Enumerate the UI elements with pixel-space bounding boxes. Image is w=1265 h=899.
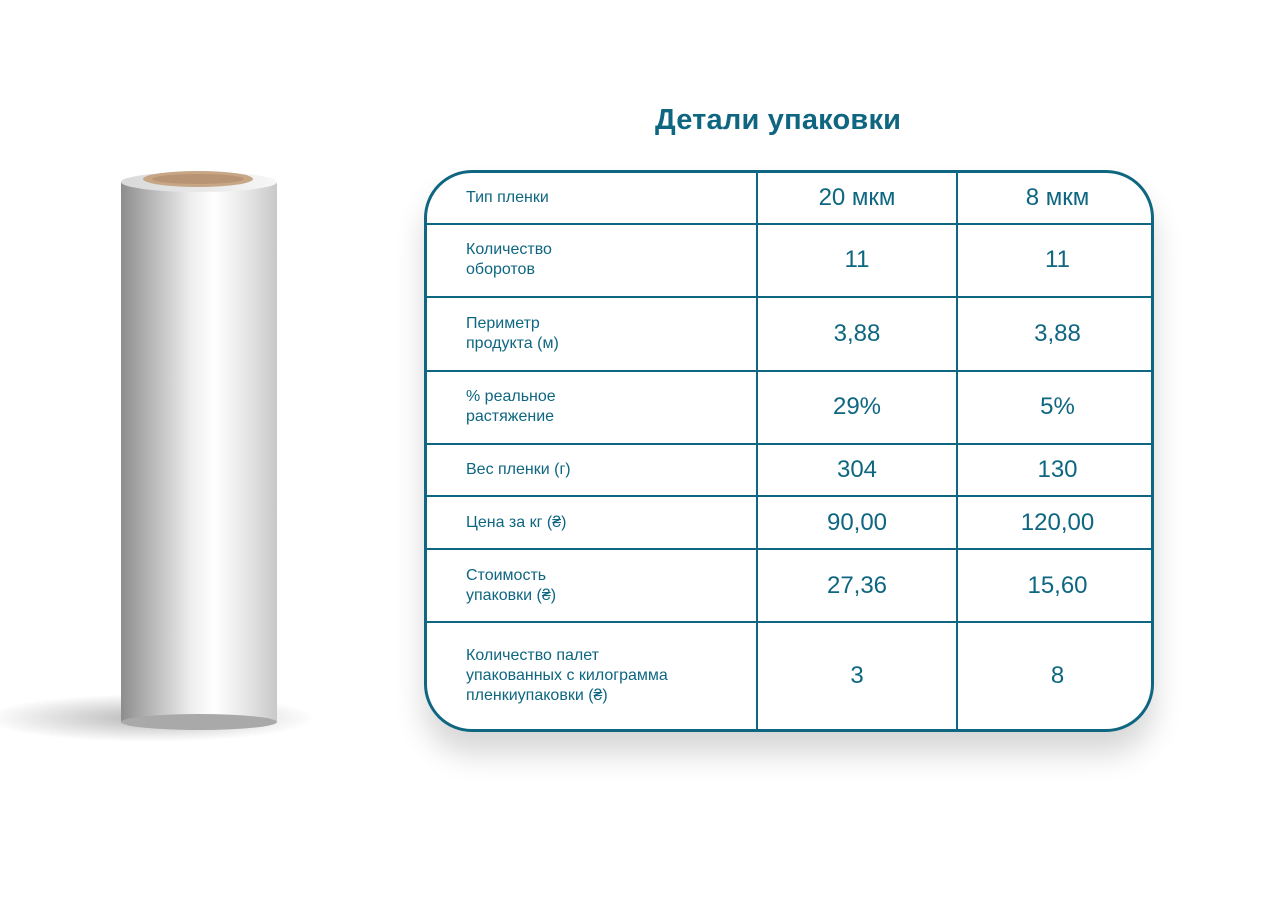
- value-cell: 8: [957, 622, 1154, 729]
- table-row: [427, 496, 1154, 548]
- value-cell: 3,88: [757, 297, 957, 370]
- row-label: Периметр продукта (м): [427, 297, 757, 370]
- row-label: Количество палет упакованных с килограмма пленкиупаковки (₴): [427, 622, 757, 729]
- row-label: % реальное растяжение: [427, 371, 757, 444]
- value-cell: 304: [757, 444, 957, 496]
- table-row: [427, 297, 1154, 370]
- packaging-details-table: [424, 170, 1154, 732]
- value-cell: 5%: [957, 371, 1154, 444]
- row-label: Количество оборотов: [427, 224, 757, 297]
- table-row: [427, 444, 1154, 496]
- table-row: [427, 224, 1154, 297]
- value-cell: 15,60: [957, 549, 1154, 622]
- page-title: Детали упаковки: [655, 104, 902, 136]
- table-row: [427, 173, 1154, 224]
- value-cell: 11: [757, 224, 957, 297]
- value-cell: 20 мкм: [757, 173, 957, 224]
- table-row: [427, 371, 1154, 444]
- row-label: Вес пленки (г): [427, 444, 757, 496]
- value-cell: 90,00: [757, 496, 957, 548]
- value-cell: 3,88: [957, 297, 1154, 370]
- value-cell: 3: [757, 622, 957, 729]
- table-row: [427, 622, 1154, 729]
- value-cell: 130: [957, 444, 1154, 496]
- row-label: Цена за кг (₴): [427, 496, 757, 548]
- row-label: Стоимость упаковки (₴): [427, 549, 757, 622]
- value-cell: 11: [957, 224, 1154, 297]
- value-cell: 8 мкм: [957, 173, 1154, 224]
- value-cell: 27,36: [757, 549, 957, 622]
- value-cell: 29%: [757, 371, 957, 444]
- value-cell: 120,00: [957, 496, 1154, 548]
- table-row: [427, 549, 1154, 622]
- row-label: Тип пленки: [427, 173, 757, 224]
- stretch-film-roll-image: [0, 160, 320, 760]
